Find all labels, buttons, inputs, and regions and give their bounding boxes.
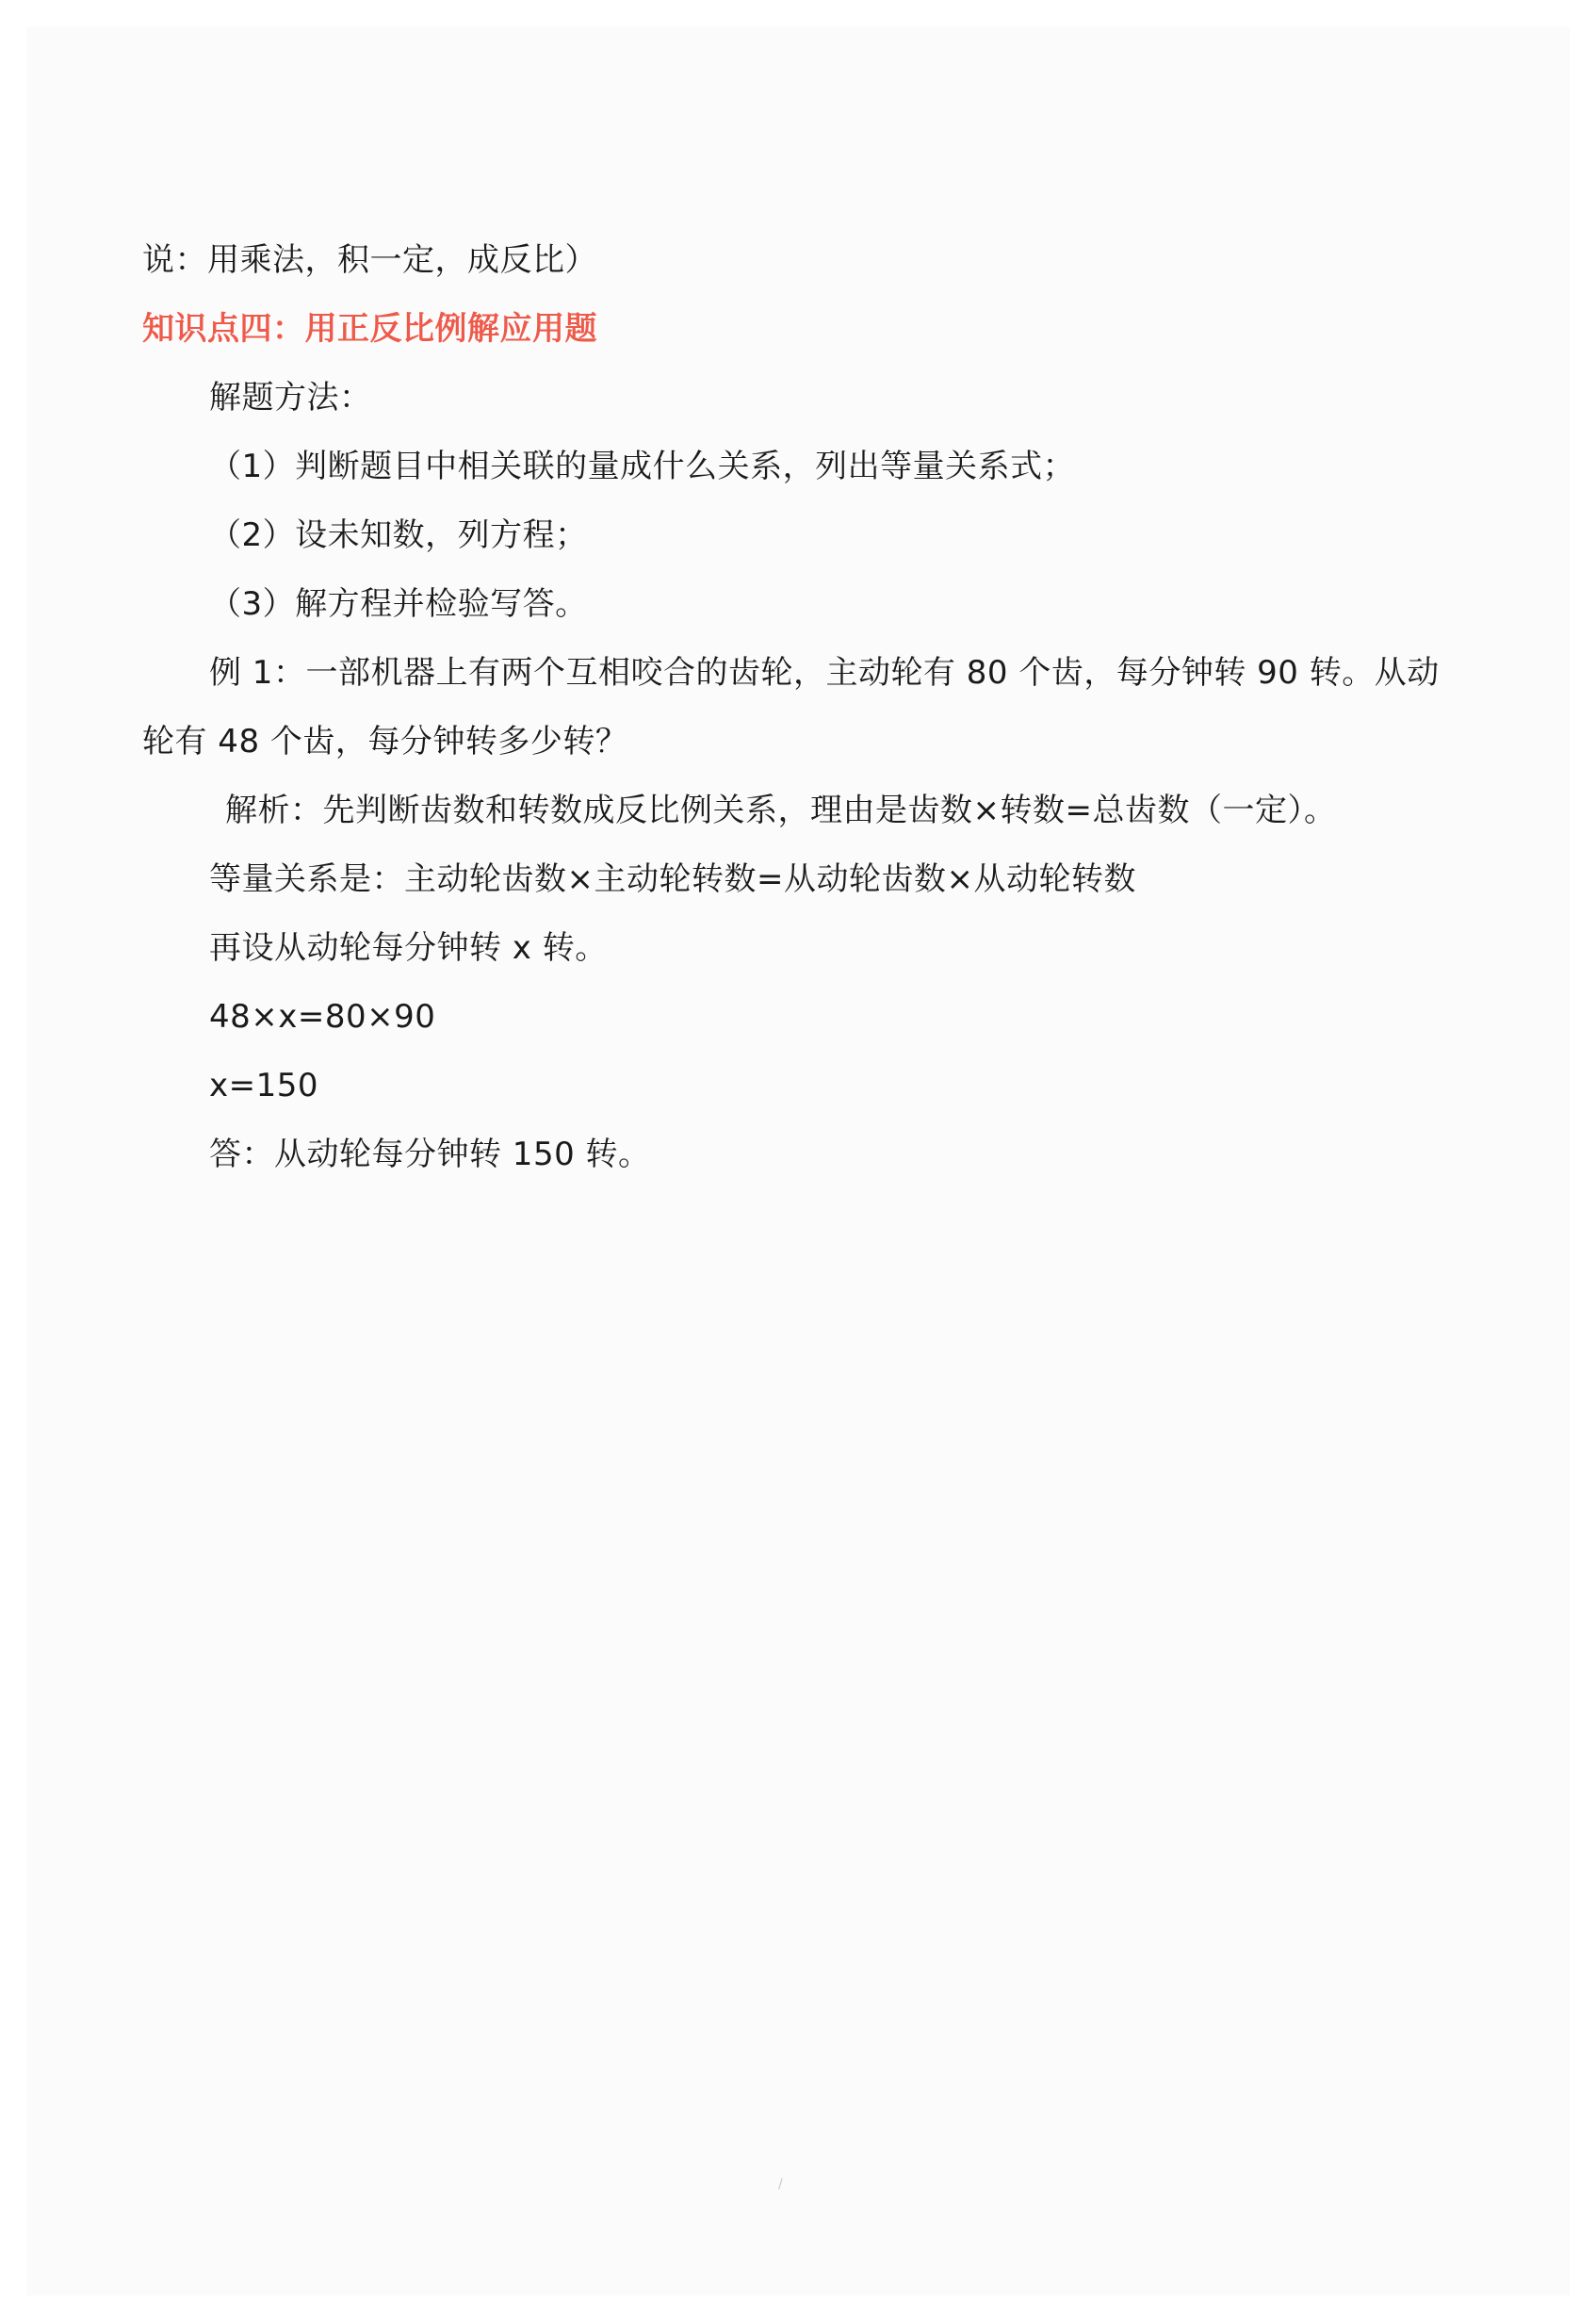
document-page — [26, 26, 1570, 2296]
page-mark: / — [778, 2177, 783, 2192]
document-body — [142, 226, 1480, 1189]
example-question-line-2: 轮有 48 个齿，每分钟转多少转？ — [142, 723, 628, 760]
section-heading: 知识点四：用正反比例解应用题 — [142, 310, 597, 348]
equation: 48×x=80×90 — [209, 998, 436, 1036]
solution: x=150 — [209, 1067, 319, 1104]
variable-setup: 再设从动轮每分钟转 x 转。 — [209, 929, 608, 967]
method-title: 解题方法： — [209, 379, 372, 417]
example-question-line-1: 例 1：一部机器上有两个互相咬合的齿轮，主动轮有 80 个齿，每分钟转 90 转。从动 — [209, 654, 1440, 692]
answer: 答：从动轮每分钟转 150 转。 — [209, 1136, 651, 1173]
analysis-line: 解析：先判断齿数和转数成反比例关系，理由是齿数×转数=总齿数（一定）。 — [225, 792, 1337, 829]
equation-relation: 等量关系是：主动轮齿数×主动轮转数=从动轮齿数×从动轮转数 — [209, 860, 1136, 898]
method-step-2: （2）设未知数，列方程； — [209, 516, 588, 554]
continued-line: 说：用乘法，积一定，成反比） — [142, 241, 597, 279]
method-step-1: （1）判断题目中相关联的量成什么关系，列出等量关系式； — [209, 448, 1076, 485]
method-step-3: （3）解方程并检验写答。 — [209, 585, 588, 623]
